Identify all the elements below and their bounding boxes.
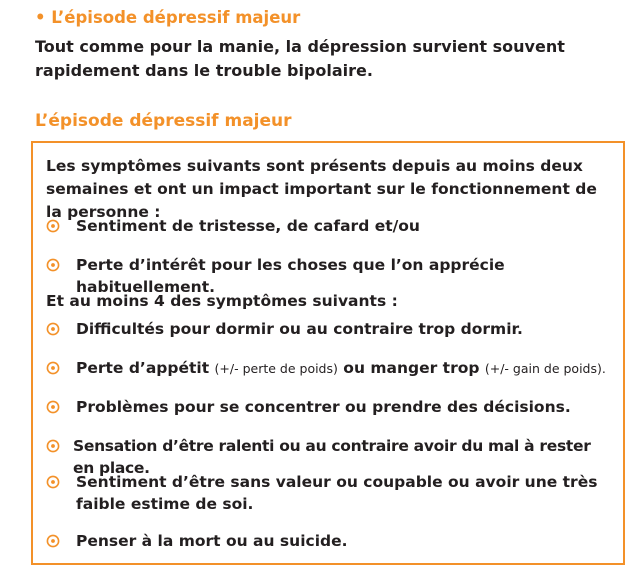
heading-bullet: • (35, 8, 46, 27)
circled-dot-bullet-icon (46, 361, 60, 375)
second-lead-text: Et au moins 4 des symptômes suivants : (46, 292, 398, 310)
symptom-item (46, 471, 616, 515)
circled-dot-bullet-icon (46, 475, 60, 489)
box-title: L’épisode dépressif majeur (35, 111, 292, 131)
symptom-text: Difficultés pour dormir ou au contraire trop dormir. (76, 320, 523, 338)
symptom-item (46, 530, 616, 552)
symptom-text: Problèmes pour se concentrer ou prendre des décisions. (76, 398, 571, 416)
circled-dot-bullet-icon (46, 258, 60, 272)
box-lead-text: Les symptômes suivants sont présents depuis au moins deux semaines et ont un impact important sur le fonctionnement de la personne : (46, 157, 597, 221)
symptom-text: Sentiment d’être sans valeur ou coupable ou avoir une très faible estime de soi. (76, 473, 598, 513)
symptom-text-part: ou manger trop (343, 359, 480, 377)
symptom-text (46, 357, 616, 380)
symptom-note-small: (+/- perte de poids) (214, 361, 338, 376)
circled-dot-bullet-icon (46, 400, 60, 414)
symptom-text: Sentiment de tristesse, de cafard et/ou (76, 217, 420, 235)
heading-title: L’épisode dépressif majeur (51, 8, 301, 27)
symptom-item (46, 215, 616, 237)
circled-dot-bullet-icon (46, 439, 60, 453)
symptom-item (46, 318, 616, 340)
symptom-note-small: (+/- gain de poids). (484, 361, 606, 376)
intro-paragraph: Tout comme pour la manie, la dépression survient souvent rapidement dans le trouble bipolaire. (35, 37, 565, 80)
symptom-item (46, 396, 616, 418)
symptom-text: Perte d’intérêt pour les choses que l’on apprécie habituellement. (76, 256, 505, 296)
symptoms-box (31, 141, 625, 565)
circled-dot-bullet-icon (46, 534, 60, 548)
symptom-item (46, 357, 616, 380)
section-heading (35, 8, 300, 27)
symptom-text-part: Perte d’appétit (76, 359, 210, 377)
circled-dot-bullet-icon (46, 219, 60, 233)
symptom-text: Penser à la mort ou au suicide. (76, 532, 348, 550)
circled-dot-bullet-icon (46, 322, 60, 336)
symptom-text: Sensation d’être ralenti ou au contraire avoir du mal à rester en place. (73, 437, 591, 477)
